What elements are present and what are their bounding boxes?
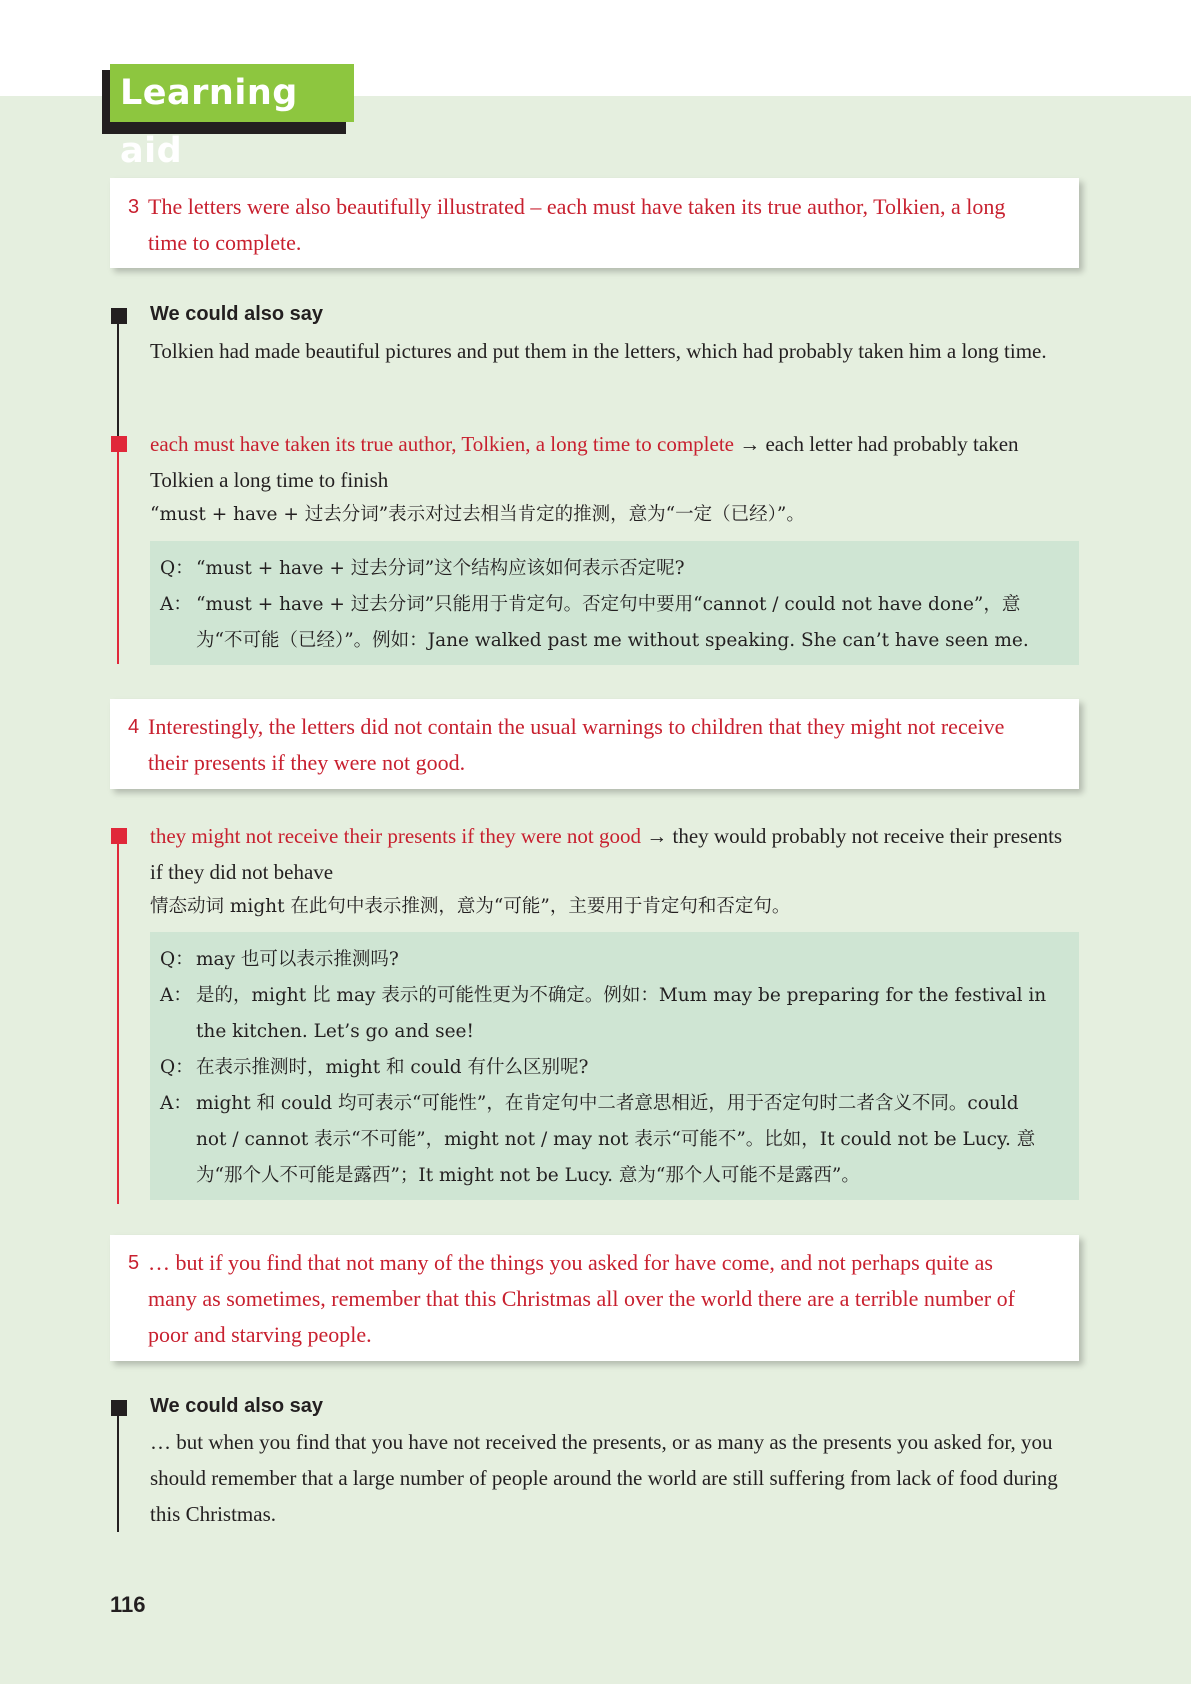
qa-text: 是的，might 比 may 表示的可能性更为不确定。例如：Mum may be preparing for the festival in the kitchen. Let’s go and see! [196, 985, 1047, 1042]
qa-text: might 和 could 均可表示“可能性”，在肯定句中二者意思相近，用于否定句时二者含义不同。could not / cannot 表示“不可能”，might not / may not 表示“可能不”。比如，It could not be Lucy. 意为“那个人不可能是露西”；It might not be Lucy. 意为“那个人可能不是露西”。 [196, 1093, 1036, 1186]
also-say-label: We could also say [150, 1395, 324, 1417]
qa-lead: A： [160, 1093, 192, 1114]
qa-lead: A： [160, 594, 192, 615]
marker-line [117, 828, 119, 1204]
note-chinese: 情态动词 might 在此句中表示推测，意为“可能”，主要用于肯定句和否定句。 [150, 896, 791, 917]
also-say-text: … but when you find that you have not received the presents, or as many as the presents you asked for, you should remember that a large number of people around the world are still suffering from lack of food during this Christmas. [150, 1430, 1058, 1526]
note-paragraph [150, 426, 1070, 498]
qa-box [150, 541, 1079, 665]
note-red-phrase: each must have taken its true author, Tolkien, a long time to complete [150, 432, 734, 456]
qa-line [160, 1086, 1049, 1194]
qa-lead: A： [160, 985, 192, 1006]
also-say-label: We could also say [150, 303, 324, 325]
sentence-box-5 [110, 1235, 1079, 1361]
sentence-box-4 [110, 699, 1079, 789]
qa-lead: Q： [160, 1057, 194, 1078]
marker-square [111, 1400, 127, 1416]
marker-line [117, 1400, 119, 1532]
qa-text: 在表示推测时，might 和 could 有什么区别呢? [196, 1057, 589, 1078]
qa-text: “must + have + 过去分词”只能用于肯定句。否定句中要用“cannot / could not have done”，意为“不可能（已经）”。例如：Jane walked past me without speaking. She can’t have seen me. [196, 594, 1029, 651]
marker-line [117, 308, 119, 438]
sentence-number: 4 [128, 716, 140, 738]
note-chinese: “must + have + 过去分词”表示对过去相当肯定的推测，意为“一定（已经）”。 [150, 504, 805, 525]
qa-line [160, 978, 1049, 1050]
qa-box [150, 932, 1079, 1200]
sentence-number: 5 [128, 1252, 140, 1274]
note-paraphrase: → they would probably not receive their presents if they did not behave [150, 824, 1063, 884]
note-paraphrase: → each letter had probably taken Tolkien a long time to finish [150, 432, 1019, 492]
qa-line [160, 551, 1049, 587]
qa-line [160, 1050, 1049, 1086]
sentence-text: … but if you find that not many of the things you asked for have come, and not perhaps quite as many as sometimes, remember that this Christmas all over the world there are a terrible number of poor and starving people. [148, 1250, 1015, 1347]
marker-square [111, 308, 127, 324]
qa-text: “must + have + 过去分词”这个结构应该如何表示否定呢? [196, 558, 685, 579]
qa-line [160, 942, 1049, 978]
qa-lead: Q： [160, 949, 194, 970]
qa-lead: Q： [160, 558, 194, 579]
marker-line [117, 436, 119, 664]
qa-line [160, 587, 1049, 659]
sentence-text: Interestingly, the letters did not contain the usual warnings to children that they might not receive their presents if they were not good. [148, 714, 1005, 775]
header-title: Learning aid [110, 64, 354, 122]
marker-square [111, 828, 127, 844]
note-red-phrase: they might not receive their presents if they were not good [150, 824, 642, 848]
sentence-number: 3 [128, 196, 140, 218]
sentence-text: The letters were also beautifully illustrated – each must have taken its true author, Tolkien, a long time to complete. [148, 194, 1006, 255]
page-number: 116 [110, 1592, 146, 1617]
sentence-box-3 [110, 178, 1079, 268]
marker-square [111, 436, 127, 452]
qa-text: may 也可以表示推测吗? [196, 949, 399, 970]
note-paragraph [150, 818, 1070, 890]
also-say-text: Tolkien had made beautiful pictures and put them in the letters, which had probably taken him a long time. [150, 339, 1047, 363]
